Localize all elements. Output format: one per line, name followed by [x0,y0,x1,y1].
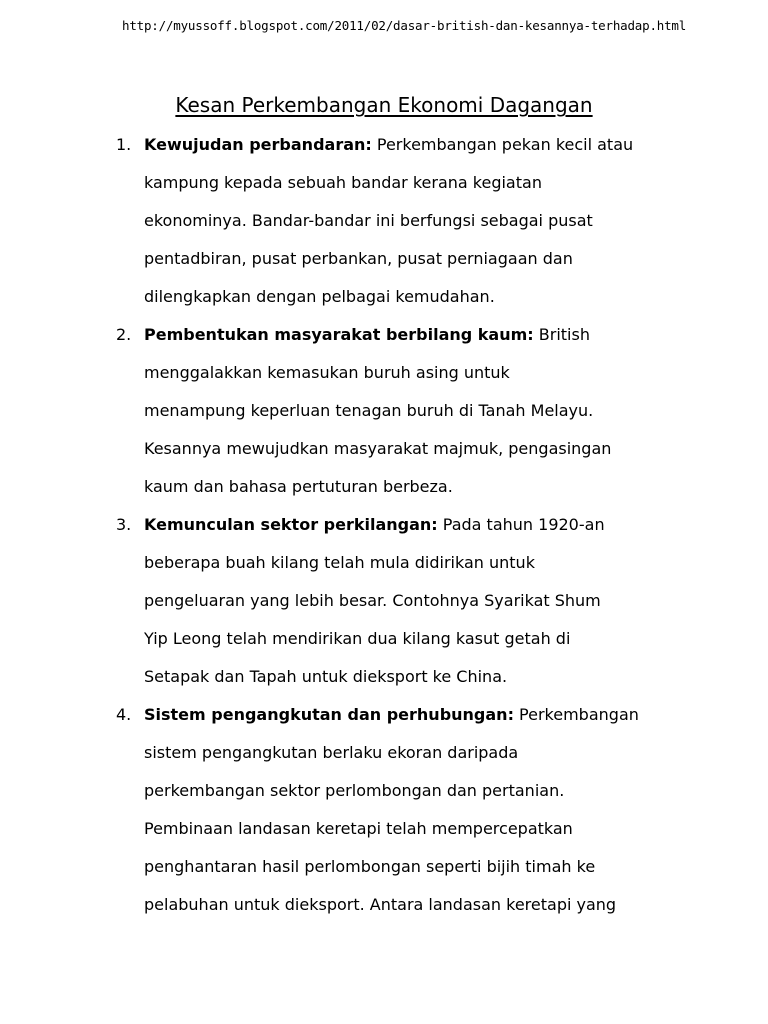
list-item [116,126,656,316]
item-line: menggalakkan kemasukan buruh asing untuk [144,363,510,382]
item-first-line [144,696,656,734]
item-lead: Kewujudan perbandaran: [144,135,372,154]
list-item [116,506,656,696]
item-first-rest: Perkembangan [513,705,639,724]
item-number: 3. [116,515,132,534]
item-line: pelabuhan untuk dieksport. Antara landasan keretapi yang [144,895,617,914]
item-lead: Pembentukan masyarakat berbilang kaum: [144,325,534,344]
effects-list [116,126,656,924]
list-item [116,316,656,506]
item-line: Yip Leong telah mendirikan dua kilang kasut getah di [144,629,571,648]
item-lead: Kemunculan sektor perkilangan: [144,515,438,534]
item-line: kampung kepada sebuah bandar kerana kegiatan [144,173,542,192]
item-first-rest: Perkembangan pekan kecil atau [371,135,634,154]
item-first-rest: British [533,325,590,344]
document-title-text: Kesan Perkembangan Ekonomi Dagangan [175,93,593,117]
item-number: 2. [116,325,132,344]
item-line: beberapa buah kilang telah mula didirikan untuk [144,553,535,572]
item-first-line [144,316,656,354]
item-line: Setapak dan Tapah untuk dieksport ke China. [144,667,508,686]
item-first-line [144,506,656,544]
item-line: penghantaran hasil perlombongan seperti bijih timah ke [144,857,596,876]
item-lead: Sistem pengangkutan dan perhubungan: [144,705,514,724]
item-line: ekonominya. Bandar-bandar ini berfungsi sebagai pusat [144,211,593,230]
item-line: perkembangan sektor perlombongan dan pertanian. [144,781,565,800]
item-first-line [144,126,656,164]
list-item [116,696,656,924]
item-line: pengeluaran yang lebih besar. Contohnya Syarikat Shum [144,591,601,610]
item-line: Pembinaan landasan keretapi telah mempercepatkan [144,819,573,838]
item-line: menampung keperluan tenagan buruh di Tanah Melayu. [144,401,594,420]
source-url: http://myussoff.blogspot.com/2011/02/dasar-british-dan-kesannya-terhadap.html [122,18,687,33]
item-line: kaum dan bahasa pertuturan berbeza. [144,477,453,496]
item-number: 1. [116,135,132,154]
item-line: Kesannya mewujudkan masyarakat majmuk, pengasingan [144,439,612,458]
document-title [0,91,768,119]
item-line: pentadbiran, pusat perbankan, pusat perniagaan dan [144,249,573,268]
item-line: dilengkapkan dengan pelbagai kemudahan. [144,287,495,306]
item-line: sistem pengangkutan berlaku ekoran daripada [144,743,519,762]
item-first-rest: Pada tahun 1920-an [437,515,605,534]
item-number: 4. [116,705,132,724]
